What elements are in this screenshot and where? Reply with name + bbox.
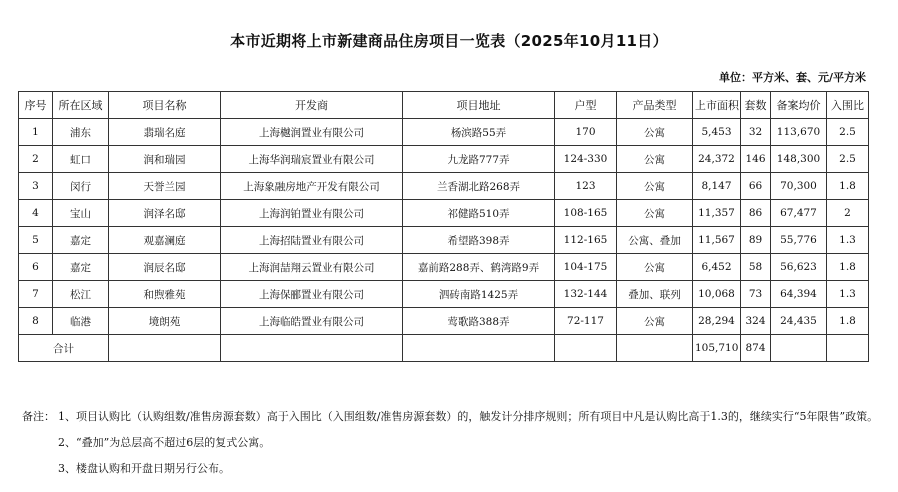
cell-address: 泗砖南路1425弄 (403, 281, 555, 308)
header-area: 上市面积 (693, 92, 741, 119)
cell-index: 1 (19, 119, 53, 146)
cell-avg-price: 56,623 (771, 254, 827, 281)
header-address: 项目地址 (403, 92, 555, 119)
cell-district: 临港 (53, 308, 109, 335)
cell-project-name: 润和瑞园 (109, 146, 221, 173)
cell-district: 松江 (53, 281, 109, 308)
total-empty-cell (109, 335, 221, 362)
total-empty-cell (555, 335, 617, 362)
table-row (19, 308, 869, 335)
cell-product-type: 公寓 (617, 200, 693, 227)
cell-developer: 上海樾润置业有限公司 (221, 119, 403, 146)
header-avg-price: 备案均价 (771, 92, 827, 119)
cell-address: 嘉前路288弄、鹤湾路9弄 (403, 254, 555, 281)
cell-avg-price: 64,394 (771, 281, 827, 308)
table-row (19, 173, 869, 200)
cell-address: 九龙路777弄 (403, 146, 555, 173)
housing-projects-table (18, 91, 869, 362)
table-row (19, 254, 869, 281)
cell-area: 6,452 (693, 254, 741, 281)
cell-area: 8,147 (693, 173, 741, 200)
cell-developer: 上海润铂置业有限公司 (221, 200, 403, 227)
cell-area: 11,567 (693, 227, 741, 254)
cell-index: 8 (19, 308, 53, 335)
notes-prefix: 备注： (22, 410, 55, 423)
header-unit-size: 户型 (555, 92, 617, 119)
cell-project-name: 和煦雅苑 (109, 281, 221, 308)
cell-address: 杨滨路55弄 (403, 119, 555, 146)
cell-units: 66 (741, 173, 771, 200)
cell-units: 89 (741, 227, 771, 254)
cell-area: 5,453 (693, 119, 741, 146)
header-district: 所在区域 (53, 92, 109, 119)
cell-product-type: 公寓 (617, 308, 693, 335)
cell-developer: 上海华润瑞宸置业有限公司 (221, 146, 403, 173)
cell-product-type: 公寓 (617, 146, 693, 173)
cell-address: 莺歌路388弄 (403, 308, 555, 335)
cell-ratio: 2.5 (827, 146, 869, 173)
cell-unit-size: 132-144 (555, 281, 617, 308)
cell-district: 浦东 (53, 119, 109, 146)
cell-ratio: 2 (827, 200, 869, 227)
cell-index: 4 (19, 200, 53, 227)
cell-area: 11,357 (693, 200, 741, 227)
total-empty-cell (403, 335, 555, 362)
cell-ratio: 1.8 (827, 173, 869, 200)
total-area: 105,710 (693, 335, 741, 362)
cell-units: 324 (741, 308, 771, 335)
cell-ratio: 2.5 (827, 119, 869, 146)
total-empty-cell (827, 335, 869, 362)
cell-district: 闵行 (53, 173, 109, 200)
table-row (19, 119, 869, 146)
cell-index: 7 (19, 281, 53, 308)
cell-ratio: 1.8 (827, 254, 869, 281)
cell-project-name: 翡瑞名庭 (109, 119, 221, 146)
total-row (19, 335, 869, 362)
note-item-2: 2、“叠加”为总层高不超过6层的复式公寓。 (58, 436, 271, 449)
cell-unit-size: 104-175 (555, 254, 617, 281)
header-product-type: 产品类型 (617, 92, 693, 119)
cell-index: 2 (19, 146, 53, 173)
cell-unit-size: 170 (555, 119, 617, 146)
cell-index: 5 (19, 227, 53, 254)
note-item-3: 3、楼盘认购和开盘日期另行公布。 (58, 462, 230, 475)
table-row (19, 227, 869, 254)
cell-unit-size: 108-165 (555, 200, 617, 227)
cell-developer: 上海润喆翔云置业有限公司 (221, 254, 403, 281)
total-empty-cell (617, 335, 693, 362)
cell-district: 嘉定 (53, 227, 109, 254)
total-empty-cell (221, 335, 403, 362)
cell-units: 86 (741, 200, 771, 227)
cell-ratio: 1.3 (827, 227, 869, 254)
cell-avg-price: 70,300 (771, 173, 827, 200)
cell-units: 32 (741, 119, 771, 146)
table-row (19, 281, 869, 308)
cell-area: 28,294 (693, 308, 741, 335)
header-ratio: 入围比 (827, 92, 869, 119)
header-index: 序号 (19, 92, 53, 119)
cell-area: 10,068 (693, 281, 741, 308)
cell-unit-size: 123 (555, 173, 617, 200)
cell-project-name: 境朗苑 (109, 308, 221, 335)
cell-product-type: 公寓 (617, 254, 693, 281)
cell-unit-size: 124-330 (555, 146, 617, 173)
cell-units: 58 (741, 254, 771, 281)
cell-ratio: 1.3 (827, 281, 869, 308)
cell-district: 嘉定 (53, 254, 109, 281)
cell-product-type: 叠加、联列 (617, 281, 693, 308)
note-item-1: 1、项目认购比（认购组数/准售房源套数）高于入围比（入围组数/准售房源套数）的，触发计分排序规则；所有项目中凡是认购比高于1.3的，继续实行“5年限售”政策。 (58, 410, 879, 423)
cell-avg-price: 24,435 (771, 308, 827, 335)
cell-index: 3 (19, 173, 53, 200)
cell-avg-price: 55,776 (771, 227, 827, 254)
cell-developer: 上海象融房地产开发有限公司 (221, 173, 403, 200)
cell-index: 6 (19, 254, 53, 281)
cell-project-name: 润泽名邸 (109, 200, 221, 227)
cell-district: 虹口 (53, 146, 109, 173)
cell-units: 73 (741, 281, 771, 308)
unit-label: 单位：平方米、套、元/平方米 (718, 71, 866, 84)
cell-product-type: 公寓 (617, 119, 693, 146)
cell-developer: 上海招陆置业有限公司 (221, 227, 403, 254)
cell-project-name: 天誉兰园 (109, 173, 221, 200)
cell-product-type: 公寓、叠加 (617, 227, 693, 254)
cell-ratio: 1.8 (827, 308, 869, 335)
cell-avg-price: 148,300 (771, 146, 827, 173)
cell-address: 祁健路510弄 (403, 200, 555, 227)
cell-address: 希望路398弄 (403, 227, 555, 254)
table-row (19, 146, 869, 173)
total-units: 874 (741, 335, 771, 362)
header-project-name: 项目名称 (109, 92, 221, 119)
total-empty-cell (771, 335, 827, 362)
cell-units: 146 (741, 146, 771, 173)
cell-project-name: 润辰名邸 (109, 254, 221, 281)
cell-area: 24,372 (693, 146, 741, 173)
cell-developer: 上海临皓置业有限公司 (221, 308, 403, 335)
cell-project-name: 观嘉澜庭 (109, 227, 221, 254)
cell-avg-price: 67,477 (771, 200, 827, 227)
cell-unit-size: 72-117 (555, 308, 617, 335)
cell-avg-price: 113,670 (771, 119, 827, 146)
cell-unit-size: 112-165 (555, 227, 617, 254)
total-label: 合计 (19, 335, 109, 362)
cell-developer: 上海保郦置业有限公司 (221, 281, 403, 308)
cell-address: 兰香湖北路268弄 (403, 173, 555, 200)
page-title: 本市近期将上市新建商品住房项目一览表（2025年10月11日） (230, 32, 668, 50)
table-row (19, 200, 869, 227)
table-header-row (19, 92, 869, 119)
cell-district: 宝山 (53, 200, 109, 227)
cell-product-type: 公寓 (617, 173, 693, 200)
notes-section (22, 404, 878, 482)
header-units: 套数 (741, 92, 771, 119)
header-developer: 开发商 (221, 92, 403, 119)
